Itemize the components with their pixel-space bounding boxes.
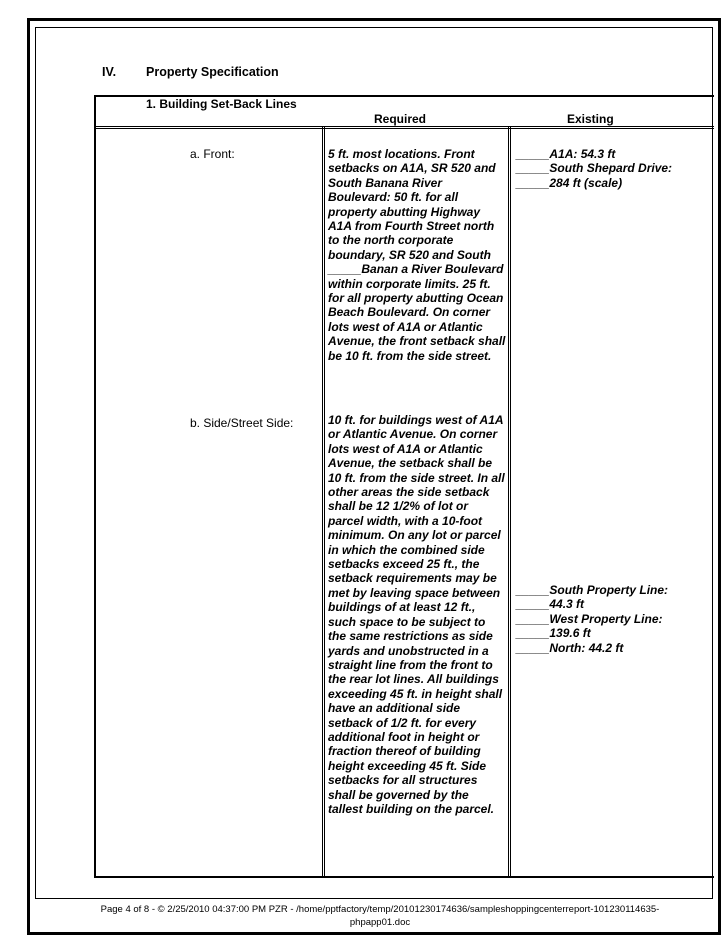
column-divider-required bbox=[322, 126, 325, 878]
existing-item: _____West Property Line: bbox=[516, 611, 663, 626]
existing-item: _____139.6 ft bbox=[516, 626, 591, 641]
existing-list-front bbox=[516, 147, 716, 190]
existing-item: _____North: 44.2 ft bbox=[516, 640, 624, 655]
row-label-front: a. Front: bbox=[190, 147, 235, 161]
footer-line-2: phpapp01.doc bbox=[349, 917, 411, 928]
existing-item: _____South Property Line: bbox=[516, 583, 669, 597]
table-header-rule bbox=[94, 126, 714, 129]
existing-item: _____A1A: 54.3 ft bbox=[516, 147, 616, 161]
existing-item: _____44.3 ft bbox=[516, 597, 585, 612]
footer-line-1: Page 4 of 8 - © 2/25/2010 04:37:00 PM PZR - /home/pptfactory/temp/20101230174636/sampleshoppingcenterreport-101230114635- bbox=[100, 904, 660, 915]
existing-item: _____South Shepard Drive: bbox=[516, 161, 673, 176]
existing-item: _____284 ft (scale) bbox=[516, 175, 623, 190]
row-label-side: b. Side/Street Side: bbox=[190, 416, 294, 430]
column-header-required: Required bbox=[374, 112, 427, 126]
required-text-side: 10 ft. for buildings west of A1A or Atlantic Avenue. On corner lots west of A1A or Atlantic Avenue, the setback shall be 10 ft. from the side street. In all other areas the side setback shall be 12 1/2% of lot or parcel width, with a 10-foot minimum. On any lot or parcel in which the combined side setbacks exceed 25 ft., the setback requirements may be met by leaving space between buildings of at least 12 ft., such space to be subject to the same restrictions as side yards and unobstructed in a straight line from the front to the rear lot lines. All buildings exceeding 45 ft. in height shall have an additional side setback of 1/2 ft. for every additional foot in height or fraction thereof of building height exceeding 45 ft. Side setbacks for all structures shall be governed by the tallest building on the parcel. bbox=[328, 413, 505, 816]
column-divider-existing bbox=[508, 126, 511, 878]
page-footer bbox=[80, 903, 680, 929]
subsection-title: 1. Building Set-Back Lines bbox=[146, 97, 297, 111]
section-title: Property Specification bbox=[146, 65, 279, 79]
section-number: IV. bbox=[102, 65, 117, 79]
column-header-existing: Existing bbox=[567, 112, 614, 126]
required-text-front: 5 ft. most locations. Front setbacks on A1A, SR 520 and South Banana River Boulevard: 50 ft. for all property abutting Highway A1A from Fourth Street north to the north corporate boundary, SR 520 and South _____Banan a River Boulevard within corporate limits. 25 ft. for all property abutting Ocean Beach Boulevard. On corner lots west of A1A or Atlantic Avenue, the front setback shall be 10 ft. from the side street. bbox=[328, 147, 506, 363]
existing-list-side bbox=[516, 583, 716, 655]
